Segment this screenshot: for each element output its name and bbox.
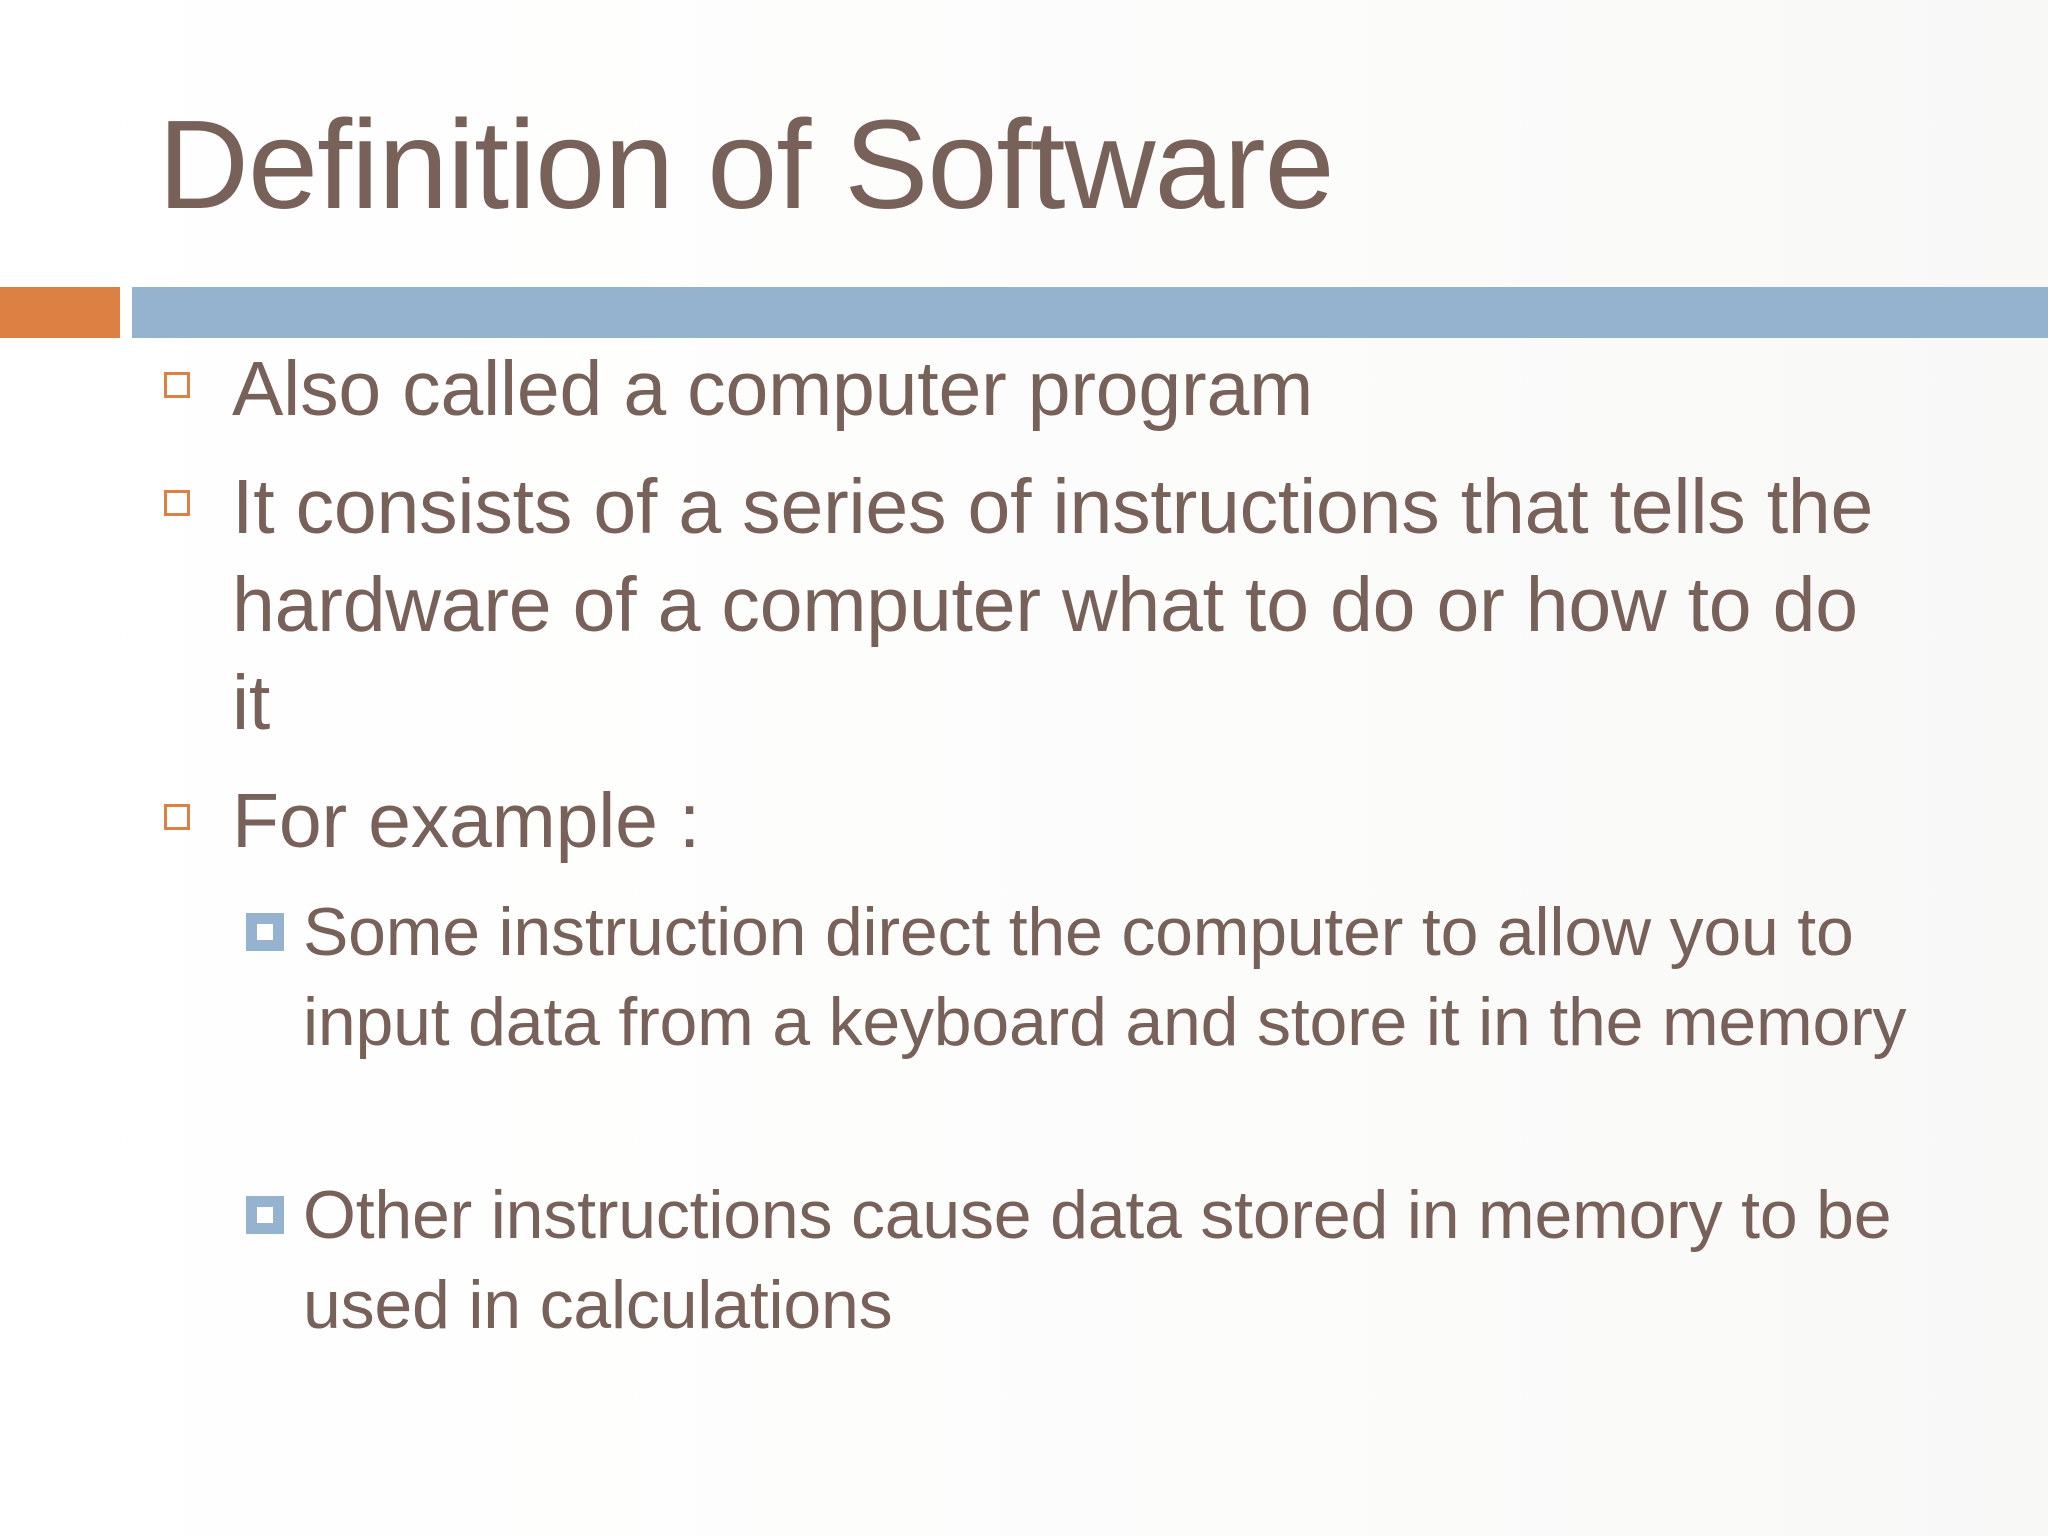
framed-square-icon: [246, 913, 284, 951]
hollow-square-icon: [164, 490, 190, 516]
sub-bullet-text: Some instruction direct the computer to allow you to input data from a keyboard and store it in the memory: [303, 894, 1907, 1060]
bullet-item: [232, 458, 1912, 752]
bullet-text: Also called a computer program: [232, 346, 1314, 432]
bullet-item: [232, 772, 1912, 870]
accent-bar-blue: [132, 287, 2048, 338]
hollow-square-icon: [164, 804, 190, 830]
bullet-item: [232, 340, 1912, 438]
sub-bullet-item: [303, 1170, 1923, 1350]
hollow-square-icon: [164, 372, 190, 398]
accent-bar-orange: [0, 287, 120, 338]
sub-bullet-text: Other instructions cause data stored in memory to be used in calculations: [303, 1177, 1892, 1343]
sub-bullet-item: [303, 887, 1923, 1067]
bullet-text: For example :: [232, 778, 701, 864]
slide-title: Definition of Software: [158, 94, 1334, 235]
framed-square-icon: [246, 1196, 284, 1234]
bullet-text: It consists of a series of instructions that tells the hardware of a computer what to do or how to do it: [232, 464, 1874, 746]
